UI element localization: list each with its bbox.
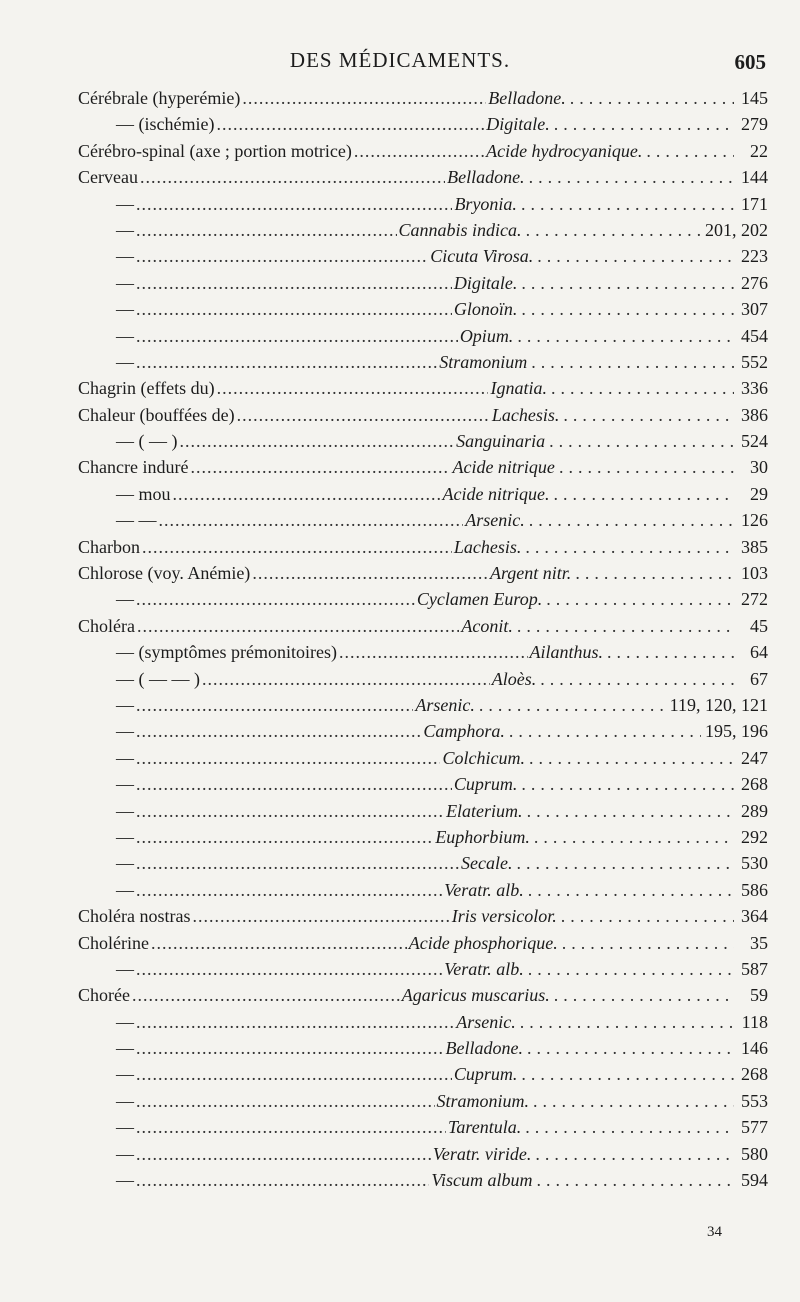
entry-term: Cérébro-spinal (axe ; portion motrice) [78,140,352,161]
remedy-index [78,88,768,1196]
entry-remedy: Aloès. [491,668,537,689]
entry-pages: 553 [741,1090,768,1111]
dot-leader [136,326,458,347]
index-entry [78,1117,768,1143]
index-entry [78,642,768,668]
index-entry [78,537,768,563]
page-number: 605 [734,50,766,74]
index-entry [78,1038,768,1064]
dot-leader [216,114,484,135]
entry-pages: 201, 202 [705,219,768,240]
entry-pages: 45 [750,615,768,636]
dot-leader [136,352,437,373]
dot-leader [646,141,734,162]
index-entry [78,589,768,615]
dot-leader [540,669,734,690]
entry-remedy: Opium. [459,325,514,346]
entry-term: — [116,853,134,874]
dot-leader [173,484,441,505]
entry-term: Choléra [78,615,135,636]
index-entry [78,141,768,167]
dot-leader [575,563,734,584]
index-entry [78,484,768,510]
dot-leader [180,431,455,452]
dot-leader [529,510,734,531]
entry-pages: 103 [741,563,768,584]
dot-leader [159,510,464,531]
entry-term: — [116,193,134,214]
entry-pages: 268 [741,1064,768,1085]
entry-remedy: Belladone. [445,1038,523,1059]
entry-remedy: Bryonia. [454,193,517,214]
dot-leader [242,88,486,109]
entry-term: — [116,325,134,346]
dot-leader [521,299,734,320]
entry-remedy: Veratr. alb. [444,879,524,900]
index-entry [78,616,768,642]
entry-remedy: Viscum album [431,1170,533,1191]
dot-leader [136,1012,454,1033]
index-entry [78,959,768,985]
entry-pages: 59 [750,985,768,1006]
index-entry [78,352,768,378]
index-entry [78,246,768,272]
dot-leader [136,194,452,215]
entry-pages: 118 [741,1011,768,1032]
entry-pages: 580 [741,1143,768,1164]
entry-remedy: Elaterium. [446,800,523,821]
dot-leader [559,457,734,478]
running-title: DES MÉDICAMENTS. [289,48,511,72]
dot-leader [137,616,459,637]
dot-leader [136,1038,443,1059]
entry-term: Cholérine [78,932,149,953]
entry-remedy: Belladone. [488,88,566,108]
dot-leader [217,378,489,399]
entry-remedy: Stramonium [439,351,528,372]
entry-term: Choléra nostras [78,906,191,927]
signature-mark: 34 [707,1224,722,1240]
dot-leader [517,853,735,874]
entry-term: — ( — — ) [116,668,200,689]
entry-term: — — [116,510,157,531]
entry-term: — [116,826,134,847]
entry-remedy: Acide nitrique [452,457,555,478]
entry-pages: 279 [741,114,768,135]
dot-leader [520,1012,734,1033]
dot-leader [607,642,734,663]
entry-remedy: Digitale. [486,114,550,135]
dot-leader [537,246,734,267]
entry-remedy: Arsenic. [465,510,525,531]
dot-leader [517,326,734,347]
entry-pages: 530 [741,853,768,874]
entry-remedy: Acide nitrique. [442,483,550,504]
index-entry [78,801,768,827]
index-entry [78,88,768,114]
entry-pages: 289 [741,800,768,821]
entry-pages: 276 [741,272,768,293]
entry-term: — (ischémie) [116,114,215,135]
dot-leader [570,88,734,109]
index-entry [78,985,768,1011]
entry-remedy: Camphora. [423,721,505,742]
dot-leader [136,1144,431,1165]
entry-pages: 145 [741,88,768,108]
entry-term: — [116,774,134,795]
entry-pages: 385 [741,536,768,557]
dot-leader [563,405,734,426]
dot-leader [151,933,407,954]
entry-term: — [116,1064,134,1085]
dot-leader [554,484,734,505]
entry-term: — [116,246,134,267]
dot-leader [521,273,734,294]
entry-term: Chancre induré [78,457,189,478]
index-entry [78,1064,768,1090]
dot-leader [526,220,701,241]
dot-leader [517,616,734,637]
dot-leader [339,642,528,663]
entry-term: — [116,1090,134,1111]
index-entry [78,273,768,299]
entry-term: — [116,1117,134,1138]
entry-term: Chaleur (bouffées de) [78,404,235,425]
entry-remedy: Colchicum. [442,747,525,768]
index-entry [78,721,768,747]
entry-remedy: Belladone. [447,167,525,188]
dot-leader [549,431,734,452]
dot-leader [237,405,490,426]
entry-term: — [116,747,134,768]
entry-term: — [116,721,134,742]
dot-leader [551,378,734,399]
dot-leader [528,959,734,980]
index-entry [78,1091,768,1117]
entry-term: Cérébrale (hyperémie) [78,88,241,108]
dot-leader [521,1064,734,1085]
index-entry [78,194,768,220]
entry-pages: 30 [750,457,768,478]
entry-pages: 171 [741,193,768,214]
dot-leader [535,1144,734,1165]
dot-leader [136,1117,446,1138]
entry-remedy: Veratr. viride. [432,1143,532,1164]
entry-remedy: Tarentula. [448,1117,522,1138]
entry-pages: 223 [741,246,768,267]
entry-remedy: Glonoïn. [453,299,518,320]
index-entry [78,695,768,721]
index-entry [78,563,768,589]
dot-leader [479,695,666,716]
entry-pages: 587 [741,958,768,979]
dot-leader [527,1038,734,1059]
index-entry [78,114,768,140]
dot-leader [529,167,734,188]
entry-remedy: Acide hydrocyanique. [486,140,643,161]
index-entry [78,378,768,404]
index-entry [78,1012,768,1038]
entry-remedy: Cannabis indica. [398,219,522,240]
entry-remedy: Aconit. [461,615,513,636]
index-entry [78,669,768,695]
entry-remedy: Arsenic. [456,1011,516,1032]
entry-pages: 552 [741,351,768,372]
entry-pages: 307 [741,299,768,320]
entry-pages: 144 [741,167,768,188]
entry-term: — ( — ) [116,431,178,452]
entry-term: — [116,694,134,715]
entry-term: — [116,272,134,293]
entry-term: — [116,351,134,372]
entry-remedy: Lachesis. [491,404,560,425]
index-entry [78,299,768,325]
entry-term: Chorée [78,985,130,1006]
dot-leader [509,721,701,742]
dot-leader [554,985,734,1006]
entry-remedy: Ailanthus. [529,642,604,663]
entry-term: — [116,219,134,240]
entry-term: Chlorose (voy. Anémie) [78,563,251,584]
dot-leader [136,1064,452,1085]
entry-term: — mou [116,483,171,504]
entry-remedy: Cyclamen Europ. [416,589,543,610]
entry-pages: 594 [741,1170,768,1191]
entry-pages: 454 [741,325,768,346]
entry-term: — [116,1170,134,1191]
dot-leader [533,1091,734,1112]
entry-remedy: Lachesis. [453,536,522,557]
dot-leader [140,167,445,188]
dot-leader [136,1170,429,1191]
entry-pages: 336 [741,378,768,399]
dot-leader [521,774,734,795]
entry-remedy: Stramonium. [436,1090,530,1111]
index-entry [78,1170,768,1196]
entry-term: — [116,299,134,320]
entry-pages: 29 [750,483,768,504]
entry-pages: 35 [750,932,768,953]
dot-leader [132,985,400,1006]
entry-pages: 22 [750,140,768,161]
dot-leader [136,853,459,874]
entry-term: — [116,1011,134,1032]
entry-pages: 272 [741,589,768,610]
index-entry [78,1144,768,1170]
entry-remedy: Ignatia. [490,378,547,399]
entry-remedy: Iris versicolor. [451,906,557,927]
index-entry [78,748,768,774]
index-entry [78,431,768,457]
entry-remedy: Secale. [461,853,513,874]
index-entry [78,933,768,959]
dot-leader [136,748,440,769]
entry-remedy: Sanguinaria [456,431,546,452]
dot-leader [561,906,734,927]
entry-pages: 292 [741,826,768,847]
index-entry [78,827,768,853]
dot-leader [136,589,415,610]
index-entry [78,853,768,879]
dot-leader [136,801,444,822]
index-entry [78,880,768,906]
dot-leader [190,457,450,478]
dot-leader [202,669,490,690]
dot-leader [136,246,428,267]
dot-leader [136,774,452,795]
dot-leader [534,827,734,848]
entry-term: — (symptômes prémonitoires) [116,642,337,663]
dot-leader [142,537,452,558]
dot-leader [192,906,449,927]
dot-leader [136,959,442,980]
entry-term: — [116,1143,134,1164]
entry-remedy: Cuprum. [453,774,518,795]
index-entry [78,405,768,431]
dot-leader [136,1091,435,1112]
dot-leader [525,537,734,558]
dot-leader [136,273,452,294]
entry-pages: 195, 196 [705,721,768,742]
entry-term: — [116,1038,134,1059]
entry-pages: 64 [750,642,768,663]
index-entry [78,167,768,193]
dot-leader [136,695,413,716]
entry-term: — [116,800,134,821]
entry-pages: 268 [741,774,768,795]
entry-remedy: Digitale. [453,272,518,293]
dot-leader [136,827,433,848]
entry-term: — [116,589,134,610]
dot-leader [136,880,442,901]
entry-pages: 67 [750,668,768,689]
entry-pages: 146 [741,1038,768,1059]
dot-leader [531,352,734,373]
entry-pages: 577 [741,1117,768,1138]
dot-leader [562,933,734,954]
entry-remedy: Argent nitr. [489,563,572,584]
dot-leader [536,1170,734,1191]
entry-term: — [116,879,134,900]
index-entry [78,457,768,483]
entry-pages: 247 [741,747,768,768]
entry-pages: 119, 120, 121 [669,694,768,715]
page-header [0,44,800,78]
entry-pages: 524 [741,431,768,452]
dot-leader [354,141,484,162]
dot-leader [136,299,452,320]
dot-leader [252,563,488,584]
entry-pages: 386 [741,404,768,425]
entry-remedy: Acide phosphorique. [408,932,558,953]
index-entry [78,906,768,932]
entry-remedy: Cicuta Virosa. [430,246,534,267]
index-entry [78,326,768,352]
entry-pages: 586 [741,879,768,900]
entry-remedy: Veratr. alb. [444,958,524,979]
entry-term: Charbon [78,536,140,557]
dot-leader [546,589,734,610]
dot-leader [521,194,734,215]
index-entry [78,510,768,536]
entry-remedy: Arsenic. [415,694,475,715]
dot-leader [136,220,397,241]
entry-remedy: Agaricus muscarius. [401,985,550,1006]
dot-leader [527,801,734,822]
entry-pages: 126 [741,510,768,531]
dot-leader [136,721,421,742]
entry-remedy: Cuprum. [453,1064,518,1085]
index-entry [78,774,768,800]
dot-leader [528,880,734,901]
entry-term: Chagrin (effets du) [78,378,215,399]
entry-term: Cerveau [78,167,138,188]
dot-leader [529,748,734,769]
entry-term: — [116,958,134,979]
dot-leader [554,114,734,135]
index-entry [78,220,768,246]
entry-pages: 364 [741,906,768,927]
dot-leader [525,1117,734,1138]
entry-remedy: Euphorbium. [435,826,530,847]
